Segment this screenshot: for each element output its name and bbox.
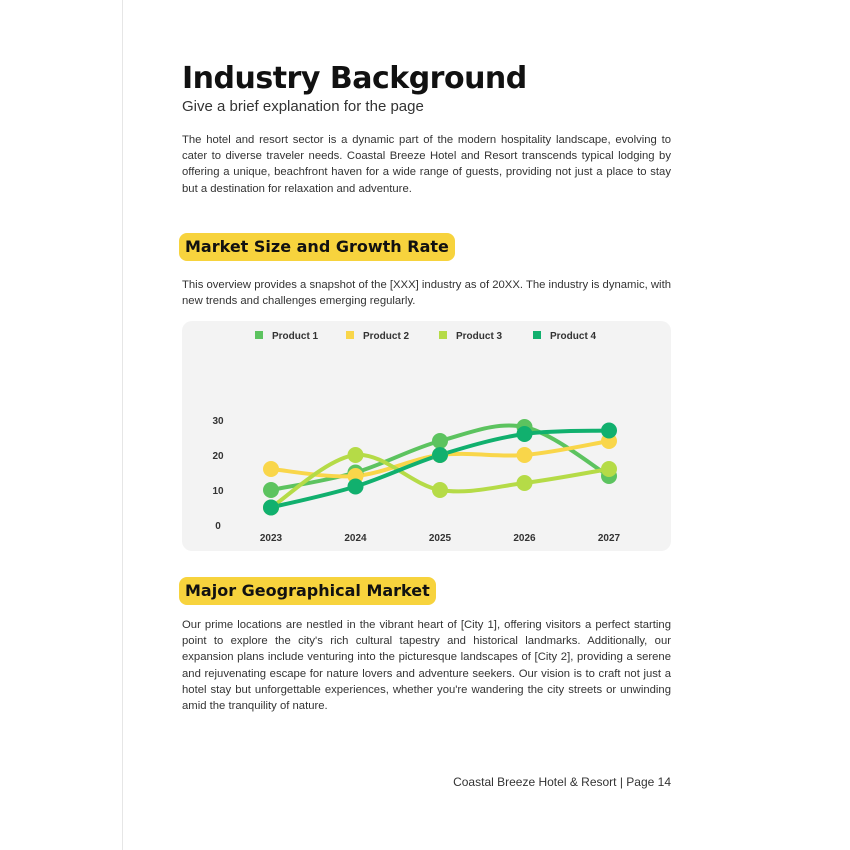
data-point (263, 482, 279, 498)
x-tick-label: 2024 (344, 533, 367, 544)
data-point (348, 447, 364, 463)
data-point (517, 426, 533, 442)
legend-swatch (346, 331, 354, 339)
data-point (601, 423, 617, 439)
data-point (517, 447, 533, 463)
legend-label: Product 4 (550, 331, 597, 342)
data-point (263, 461, 279, 477)
data-point (348, 479, 364, 495)
legend-swatch (255, 331, 263, 339)
data-point (263, 500, 279, 516)
data-point (432, 433, 448, 449)
line-chart (182, 321, 671, 551)
legend-label: Product 1 (272, 331, 319, 342)
x-tick-label: 2027 (597, 533, 621, 544)
legend-swatch (533, 331, 541, 339)
x-tick-label: 2026 (513, 533, 536, 544)
legend-swatch (439, 331, 447, 339)
data-point (517, 475, 533, 491)
page-subtitle: Give a brief explanation for the page (182, 98, 424, 115)
y-tick-label: 20 (212, 451, 224, 462)
market-paragraph: This overview provides a snapshot of the [XXX] industry as of 20XX. The industry is dynamic, with new trends and challenges emerging regularly. (182, 279, 671, 308)
legend-label: Product 2 (363, 331, 410, 342)
geo-market-heading: Major Geographical Market (179, 577, 436, 605)
market-size-heading: Market Size and Growth Rate (179, 233, 455, 261)
y-tick-label: 10 (212, 486, 224, 497)
intro-paragraph: The hotel and resort sector is a dynamic part of the modern hospitality landscape, evolving to cater to diverse traveler needs. Coastal Breeze Hotel and Resort transcends typical lodging by offering a unique, beachfront haven for a wide range of guests, providing not just a place to stay but a destination for relaxation and adventure. (182, 134, 671, 195)
page-edge-line (122, 0, 123, 850)
y-tick-label: 30 (212, 416, 224, 427)
data-point (601, 461, 617, 477)
legend-label: Product 3 (456, 331, 503, 342)
geo-paragraph: Our prime locations are nestled in the vibrant heart of [City 1], offering visitors a perfect starting point to explore the city's rich cultural tapestry and historical landmarks. Additionally, our expansion plans include venturing into the picturesque landscapes of [City 2], providing a serene and rejuvenating escape for nature lovers and adventure seekers. Our vision is to craft not just a hotel stay but unforgettable experiences, whether you're wandering the city streets or unwinding amid the tranquility of nature. (182, 619, 671, 713)
page-footer: Coastal Breeze Hotel & Resort | Page 14 (453, 775, 671, 789)
page-title: Industry Background (182, 61, 527, 96)
data-point (432, 447, 448, 463)
y-tick-label: 0 (215, 521, 221, 532)
data-point (432, 482, 448, 498)
x-tick-label: 2025 (428, 533, 452, 544)
page-content (182, 60, 671, 789)
chart-panel (182, 321, 671, 551)
x-tick-label: 2023 (259, 533, 283, 544)
